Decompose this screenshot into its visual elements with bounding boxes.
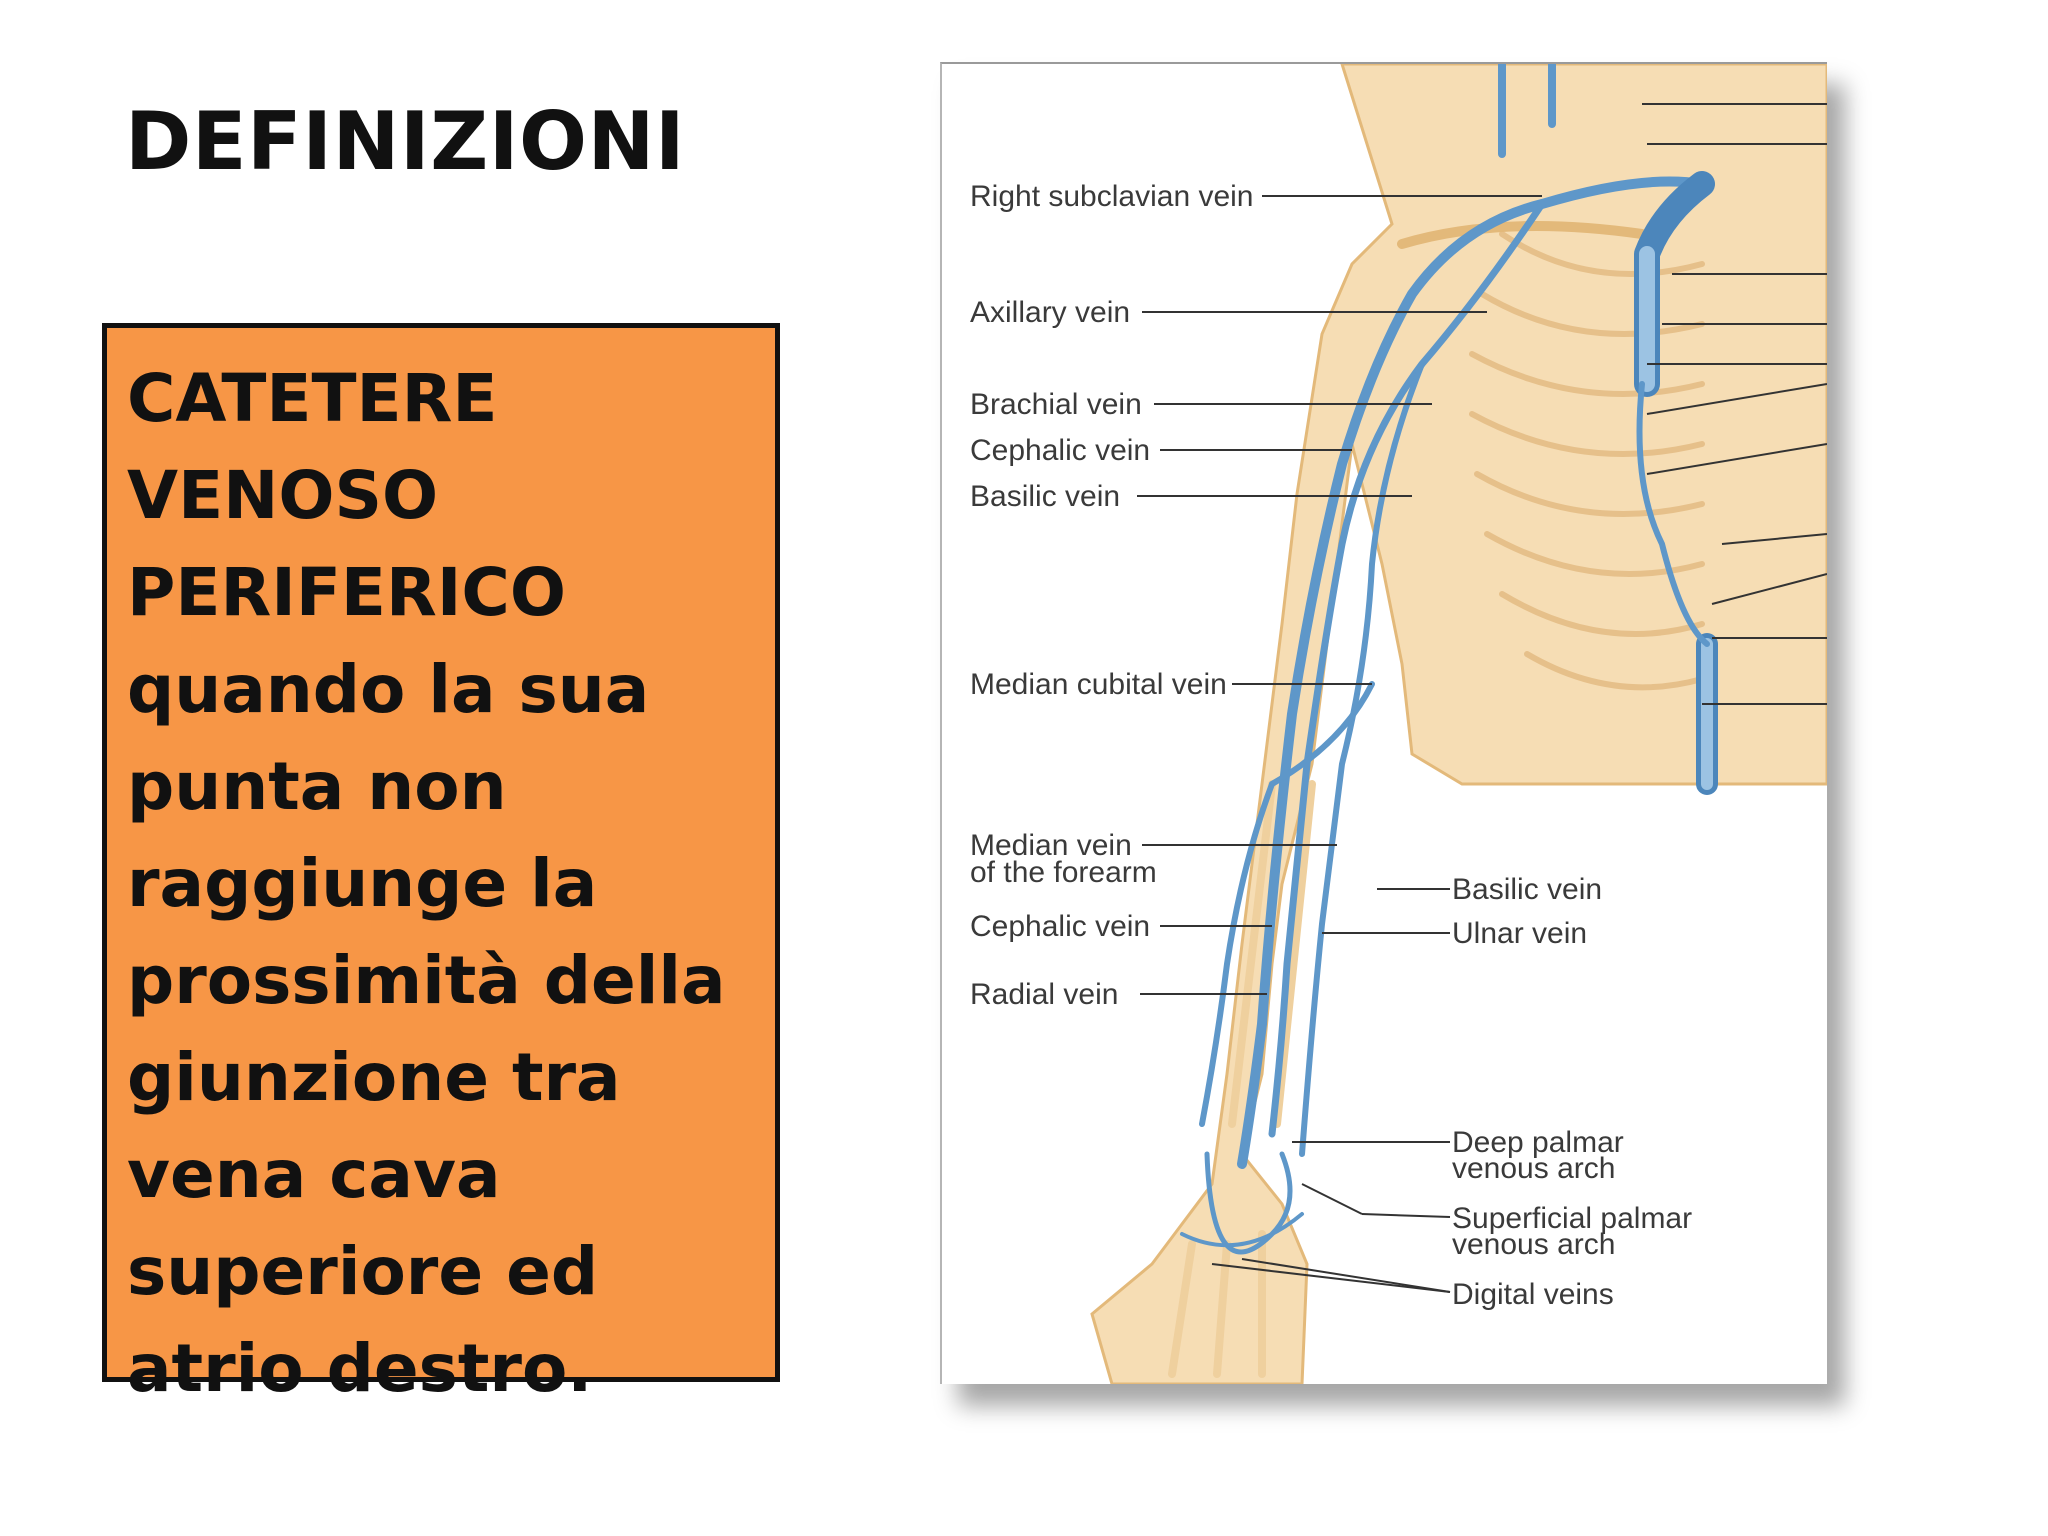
label-brachial-vein: Brachial vein: [970, 388, 1142, 421]
label-digital-veins: Digital veins: [1452, 1278, 1614, 1311]
anatomy-figure: [940, 62, 1827, 1384]
label-deep-palmar-line1: Deep palmar: [1452, 1126, 1624, 1159]
label-basilic-vein-upper: Basilic vein: [970, 480, 1121, 513]
label-axillary-vein: Axillary vein: [970, 296, 1131, 329]
definition-body: quando la sua punta non raggiunge la prossimità della giunzione tra vena cava superiore ed atrio destro.: [127, 651, 726, 1407]
label-deep-palmar-line2: venous arch: [1452, 1152, 1616, 1185]
label-superficial-palmar-line1: Superficial palmar: [1452, 1202, 1693, 1235]
label-ulnar-vein: Ulnar vein: [1452, 917, 1588, 950]
label-median-cubital-vein: Median cubital vein: [970, 668, 1227, 701]
definition-heading-line1: CATETERE VENOSO: [127, 360, 498, 534]
definition-heading-line2: PERIFERICO: [127, 554, 566, 631]
label-radial-vein: Radial vein: [970, 978, 1119, 1011]
label-median-vein-line1: Median vein: [970, 829, 1132, 862]
label-basilic-vein-lower: Basilic vein: [1452, 873, 1603, 906]
definition-box: [102, 323, 780, 1407]
label-cephalic-vein-upper: Cephalic vein: [970, 434, 1151, 467]
label-median-vein-line2: of the forearm: [970, 856, 1157, 889]
arm-veins-diagram: [942, 64, 1827, 1384]
definition-text: [127, 350, 757, 1417]
label-cephalic-vein-lower: Cephalic vein: [970, 910, 1151, 943]
slide-title: DEFINIZIONI: [125, 95, 686, 188]
label-right-subclavian-vein: Right subclavian vein: [970, 180, 1254, 213]
label-superficial-palmar-line2: venous arch: [1452, 1228, 1616, 1261]
